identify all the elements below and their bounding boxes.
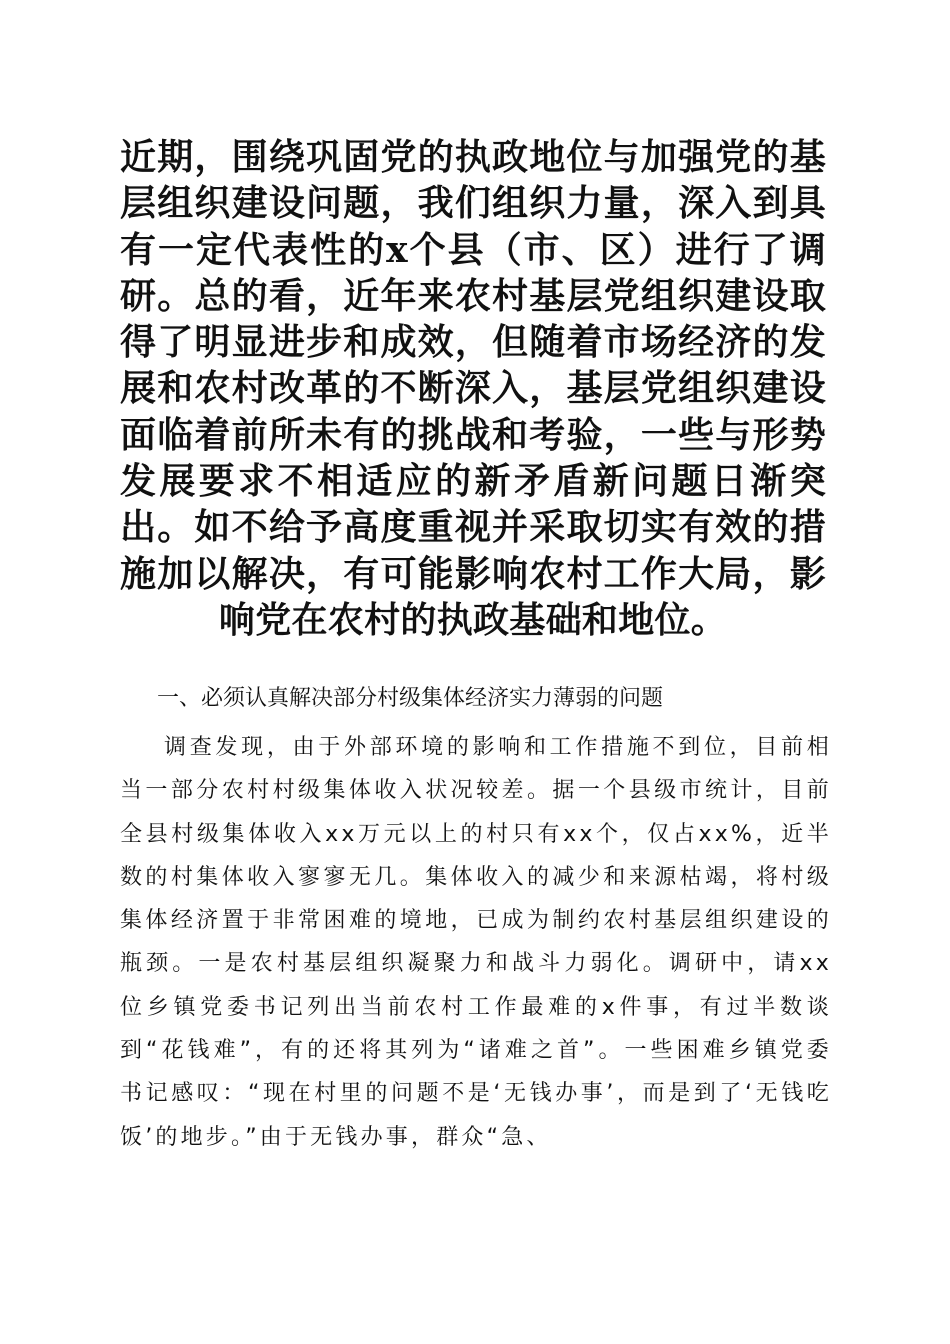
body-paragraph: 调查发现，由于外部环境的影响和工作措施不到位，目前相当一部分农村村级集体收入状况较差。据一个县级市统计，目前全县村级集体收入xx万元以上的村只有xx个，仅占xx%，近半数的村集体收入寥寥无几。集体收入的减少和来源枯竭，将村级集体经济置于非常困难的境地，已成为制约农村基层组织建设的瓶颈。一是农村基层组织凝聚力和战斗力弱化。调研中，请xx位乡镇党委书记列出当前农村工作最难的x件事，有过半数谈到“花钱难”，有的还将其列为“诸难之首”。一些困难乡镇党委书记感叹：“现在村里的问题不是‘无钱办事’，而是到了‘无钱吃饭’的地步。”由于无钱办事，群众“急、 <box>120 735 832 1150</box>
section-heading: 一、必须认真解决部分村级集体经济实力薄弱的问题 <box>157 686 664 711</box>
intro-paragraph: 近期，围绕巩固党的执政地位与加强党的基层组织建设问题，我们组织力量，深入到具有一定代表性的x个县（市、区）进行了调研。总的看，近年来农村基层党组织建设取得了明显进步和成效，但随着市场经济的发展和农村改革的不断深入，基层党组织建设面临着前所未有的挑战和考验，一些与形势发展要求不相适应的新矛盾新问题日渐突出。如不给予高度重视并采取切实有效的措施加以解决，有可能影响农村工作大局，影响党在农村的执政基础和地位。 <box>120 136 826 641</box>
